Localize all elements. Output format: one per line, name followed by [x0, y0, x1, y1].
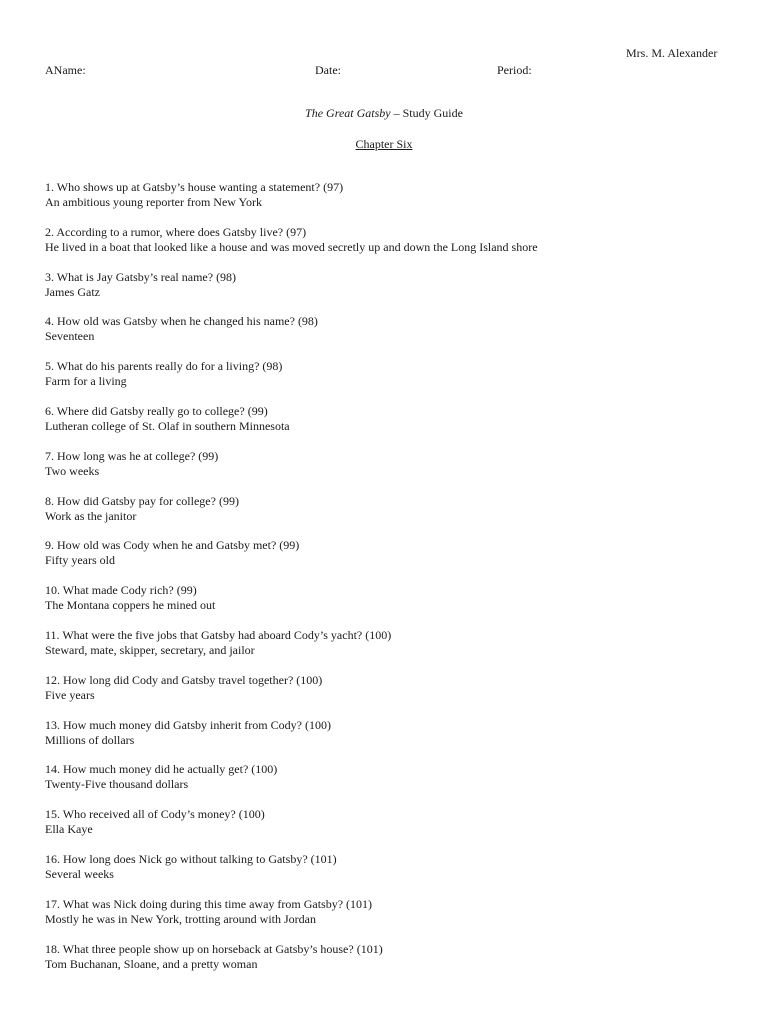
question-item: [45, 270, 745, 315]
question-list: [45, 180, 745, 986]
question-text: 1. Who shows up at Gatsby’s house wanting a statement? (97): [45, 180, 344, 194]
answer-text: Fifty years old: [45, 553, 115, 568]
question-item: [45, 314, 745, 359]
question-item: [45, 942, 745, 987]
answer-text: Work as the janitor: [45, 508, 137, 523]
answer-text: An ambitious young reporter from New York: [45, 195, 262, 209]
question-text: 4. How old was Gatsby when he changed his name? (98): [45, 314, 318, 329]
answer-text: Steward, mate, skipper, secretary, and jailor: [45, 642, 255, 657]
answer-text: Lutheran college of St. Olaf in southern Minnesota: [45, 418, 290, 433]
answer-text: Two weeks: [45, 463, 100, 478]
answer-text: He lived in a boat that looked like a house and was moved secretly up and down the Long Island shore: [45, 239, 538, 254]
question-item: [45, 225, 745, 270]
chapter-title: Chapter Six: [355, 137, 413, 151]
question-item: [45, 762, 745, 807]
question-text: 5. What do his parents really do for a living? (98): [45, 359, 283, 374]
question-item: [45, 673, 745, 718]
question-text: 10. What made Cody rich? (99): [45, 583, 197, 598]
question-text: 2. According to a rumor, where does Gatsby live? (97): [45, 224, 307, 239]
question-text: 8. How did Gatsby pay for college? (99): [45, 493, 239, 508]
name-label: AName:: [45, 63, 86, 77]
question-item: [45, 494, 745, 539]
question-item: [45, 852, 745, 897]
question-item: [45, 718, 745, 763]
question-item: [45, 583, 745, 628]
page-title: [0, 106, 768, 121]
question-item: [45, 807, 745, 852]
answer-text: Farm for a living: [45, 374, 127, 389]
question-text: 12. How long did Cody and Gatsby travel together? (100): [45, 672, 323, 687]
title-suffix: – Study Guide: [390, 106, 463, 120]
answer-text: Ella Kaye: [45, 822, 93, 837]
question-item: [45, 538, 745, 583]
question-text: 14. How much money did he actually get? (100): [45, 762, 278, 777]
question-text: 9. How old was Cody when he and Gatsby met? (99): [45, 538, 300, 553]
question-item: [45, 897, 745, 942]
question-text: 17. What was Nick doing during this time away from Gatsby? (101): [45, 896, 373, 911]
teacher-name: Mrs. M. Alexander: [626, 46, 718, 60]
answer-text: Mostly he was in New York, trotting around with Jordan: [45, 911, 316, 926]
period-label: Period:: [497, 63, 532, 77]
student-info-row: [0, 63, 768, 79]
question-item: [45, 359, 745, 404]
book-title: The Great Gatsby: [305, 106, 391, 120]
answer-text: The Montana coppers he mined out: [45, 598, 216, 613]
answer-text: Twenty-Five thousand dollars: [45, 777, 189, 792]
question-text: 7. How long was he at college? (99): [45, 448, 219, 463]
answer-text: James Gatz: [45, 284, 100, 299]
question-item: [45, 628, 745, 673]
question-item: [45, 449, 745, 494]
question-text: 3. What is Jay Gatsby’s real name? (98): [45, 269, 237, 284]
answer-text: Millions of dollars: [45, 732, 135, 747]
question-text: 15. Who received all of Cody’s money? (100): [45, 807, 265, 822]
answer-text: Several weeks: [45, 866, 114, 881]
answer-text: Five years: [45, 687, 95, 702]
question-text: 6. Where did Gatsby really go to college? (99): [45, 403, 268, 418]
question-item: [45, 404, 745, 449]
question-text: 16. How long does Nick go without talking to Gatsby? (101): [45, 851, 337, 866]
question-text: 18. What three people show up on horseback at Gatsby’s house? (101): [45, 941, 383, 956]
question-text: 13. How much money did Gatsby inherit from Cody? (100): [45, 717, 331, 732]
date-label: Date:: [315, 63, 341, 77]
answer-text: Seventeen: [45, 329, 95, 344]
answer-text: Tom Buchanan, Sloane, and a pretty woman: [45, 956, 258, 971]
question-item: [45, 180, 745, 225]
chapter-heading: [0, 137, 768, 152]
question-text: 11. What were the five jobs that Gatsby had aboard Cody’s yacht? (100): [45, 627, 392, 642]
